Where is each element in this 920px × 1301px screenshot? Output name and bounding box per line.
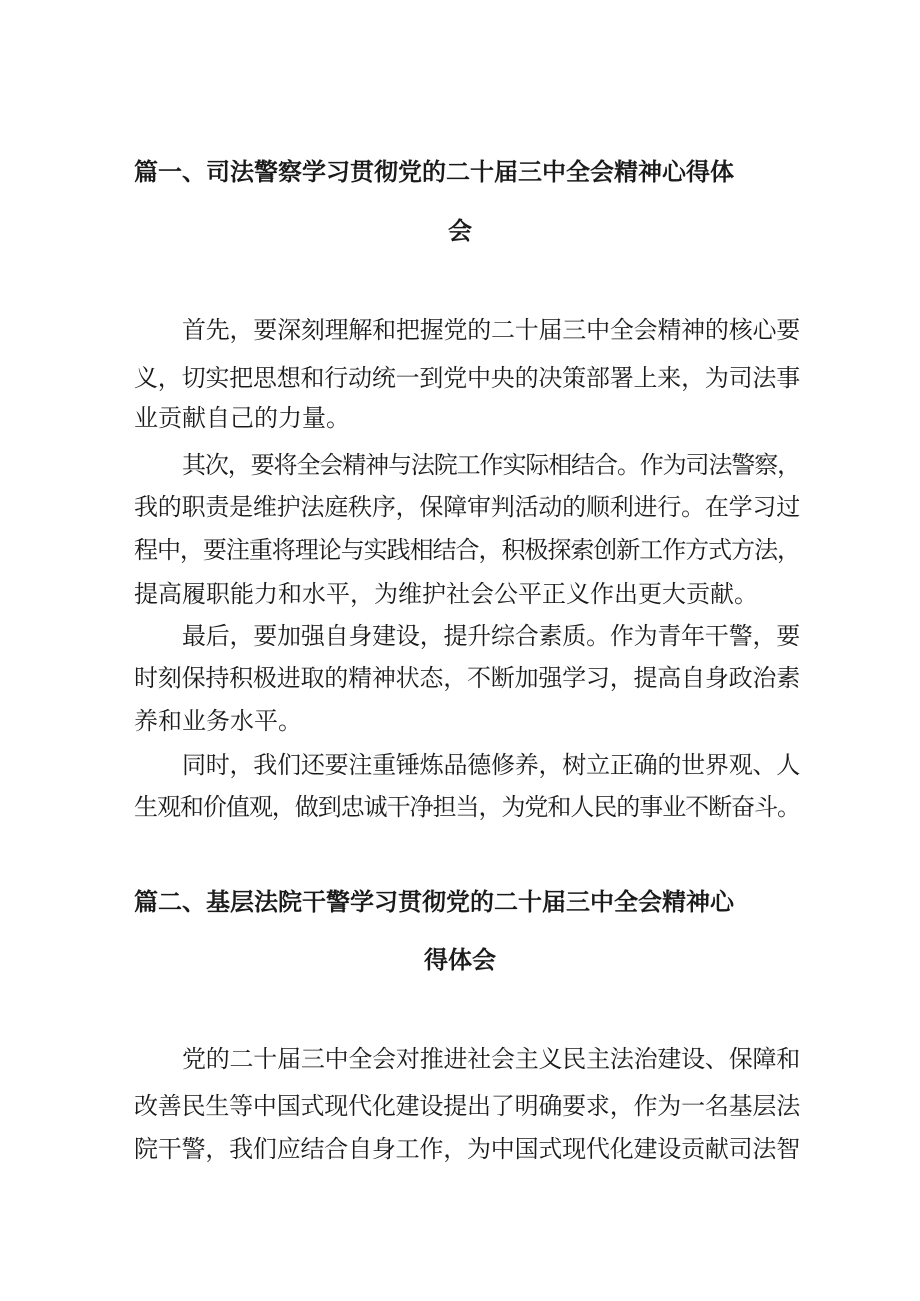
s2-p1-line3: 院干警，我们应结合自身工作，为中国式现代化建设贡献司法智 bbox=[134, 1135, 800, 1163]
s1-p3-line3: 养和业务水平。 bbox=[134, 707, 302, 735]
s1-p2-line1: 其次，要将全会精神与法院工作实际相结合。作为司法警察， bbox=[182, 451, 800, 479]
s1-p2-line3: 程中，要注重将理论与实践相结合，积极探索创新工作方式方法， bbox=[134, 536, 800, 564]
section1-title-line1: 篇一、司法警察学习贯彻党的二十届三中全会精神心得体 bbox=[134, 158, 734, 186]
section2-title-line1: 篇二、基层法院干警学习贯彻党的二十届三中全会精神心 bbox=[134, 888, 734, 916]
s1-p1-line1: 首先，要深刻理解和把握党的二十届三中全会精神的核心要 bbox=[182, 316, 800, 344]
s1-p3-line2: 时刻保持积极进取的精神状态，不断加强学习，提高自身政治素 bbox=[134, 664, 800, 692]
s1-p3-line1: 最后，要加强自身建设，提升综合素质。作为青年干警，要 bbox=[182, 622, 800, 650]
s1-p1-line3: 业贡献自己的力量。 bbox=[134, 404, 350, 432]
s2-p1-line2: 改善民生等中国式现代化建设提出了明确要求，作为一名基层法 bbox=[134, 1092, 800, 1120]
s2-p1-line1: 党的二十届三中全会对推进社会主义民主法治建设、保障和 bbox=[182, 1045, 800, 1073]
section2-title-line2: 得体会 bbox=[424, 946, 496, 974]
s1-p4-line2: 生观和价值观，做到忠诚干净担当，为党和人民的事业不断奋斗。 bbox=[134, 793, 800, 821]
s1-p2-line4: 提高履职能力和水平，为维护社会公平正义作出更大贡献。 bbox=[134, 580, 758, 608]
s1-p1-line2: 义，切实把思想和行动统一到党中央的决策部署上来，为司法事 bbox=[134, 364, 800, 392]
section1-title-line2: 会 bbox=[448, 217, 472, 245]
s1-p4-line1: 同时，我们还要注重锤炼品德修养，树立正确的世界观、人 bbox=[182, 751, 800, 779]
s1-p2-line2: 我的职责是维护法庭秩序，保障审判活动的顺利进行。在学习过 bbox=[134, 493, 800, 521]
